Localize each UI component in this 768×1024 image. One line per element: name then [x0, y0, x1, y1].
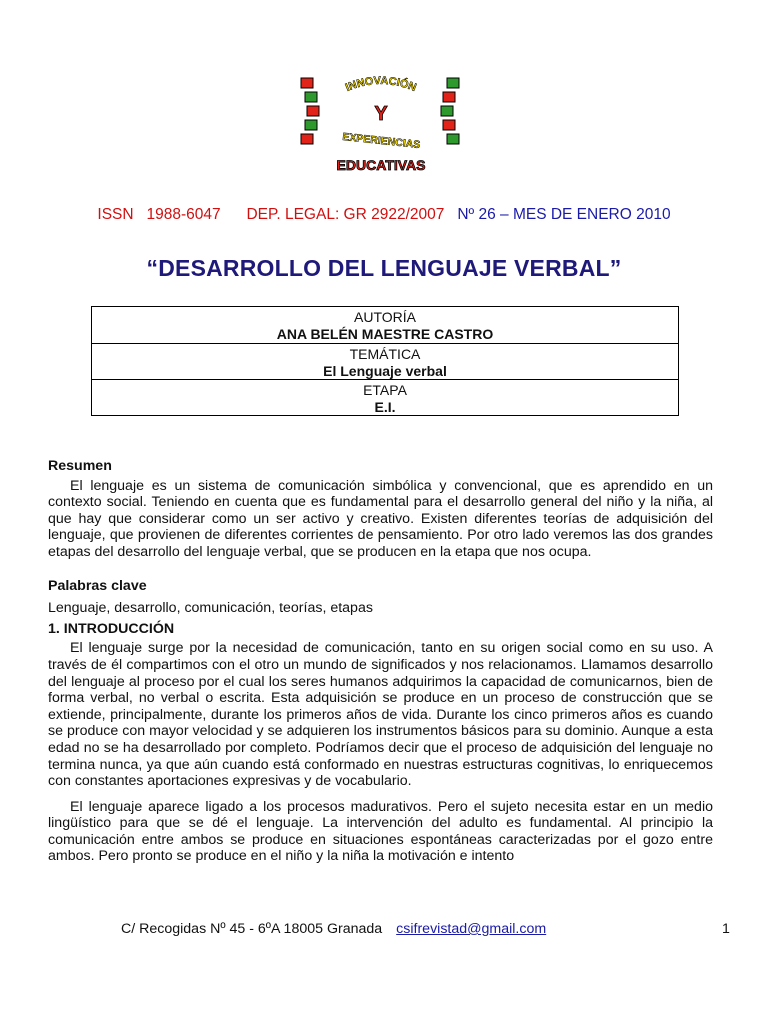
article-info-table [91, 306, 679, 416]
info-value: ANA BELÉN MAESTRE CASTRO [276, 326, 494, 342]
info-label: AUTORÍA [354, 309, 416, 325]
footer-address: C/ Recogidas Nº 45 - 6ºA 18005 Granada [121, 921, 383, 937]
keywords-heading: Palabras clave [48, 577, 147, 594]
page-footer [121, 921, 546, 937]
info-row-autoria [92, 307, 678, 343]
info-row-tematica [92, 343, 678, 379]
intro-paragraph: El lenguaje aparece ligado a los procesos madurativos. Pero el sujeto necesita estar en un medio lingüístico para que se dé el lenguaje. La intervención del adulto es fundamental. Al principio la comunicación entre ambos se produce en situaciones espontáneas caracterizadas por el gozo entre ambos. Pero pronto se produce en el niño y la niña la motivación e intento [48, 798, 713, 865]
page-number: 1 [722, 921, 730, 937]
resumen-heading: Resumen [48, 458, 112, 474]
logo-lower-text: EXPERIENCIAS [341, 130, 421, 152]
issn-line [0, 206, 768, 224]
issn-value: 1988-6047 [146, 206, 221, 223]
keywords-text: Lenguaje, desarrollo, comunicación, teorías, etapas [48, 600, 373, 617]
logo-left-letters [301, 78, 319, 144]
info-row-etapa [92, 379, 678, 415]
article-body [48, 458, 713, 865]
logo-arc-text: INNOVACIÓN [343, 74, 418, 95]
intro-paragraph: El lenguaje surge por la necesidad de comunicación, tanto en su origen social como en su uso. A través de él compartimos con el otro un mundo de significados y nos relacionamos. Llamamos desarrollo del lenguaje al proceso por el cual los seres humanos adquirimos la capacidad de comunicarnos, bien de forma verbal, no verbal o escrita. Esta adquisición se produce en un proceso de construcción que se extiende, principalmente, durante los primeros años de vida. Durante los cinco primeros años es cuando se produce con mayor velocidad y se adquieren los instrumentos básicos para su dominio. Aunque a esta edad no se ha desarrollado por completo. Podríamos decir que el proceso de adquisición del lenguaje no termina nunca, ya que aún cuando está conformado en nuestras estructuras cognitivas, lo enriquecemos con constantes aportaciones expresivas y de vocabulario. [48, 640, 713, 790]
resumen-text: El lenguaje es un sistema de comunicación simbólica y convencional, que es aprendido en un contexto social. Teniendo en cuenta que es fundamental para el desarrollo general del niño y la niña, al que hay que considerar como un ser activo y creativo. Existen diferentes teorías de adquisición del lenguaje, que provienen de diferentes corrientes de pensamiento. Por otro lado veremos las dos grandes etapas del desarrollo del lenguaje verbal, que se producen en la etapa que nos ocupa. [48, 477, 713, 560]
info-value: El Lenguaje verbal [323, 363, 447, 379]
section-heading: 1. INTRODUCCIÓN [48, 620, 175, 637]
info-value: E.I. [374, 399, 396, 415]
footer-email-link[interactable]: csifrevistad@gmail.com [396, 921, 547, 937]
magazine-logo [291, 70, 471, 180]
issn-label: ISSN [97, 206, 134, 223]
info-label: ETAPA [363, 382, 407, 398]
logo-right-letters [441, 78, 459, 144]
logo-center-text: Y [374, 103, 388, 125]
article-title: “DESARROLLO DEL LENGUAJE VERBAL” [146, 255, 622, 281]
logo-bottom-text: EDUCATIVAS [336, 157, 426, 173]
dep-legal: DEP. LEGAL: GR 2922/2007 [246, 206, 445, 223]
issue-info: Nº 26 – MES DE ENERO 2010 [457, 206, 671, 223]
info-label: TEMÁTICA [349, 346, 421, 362]
